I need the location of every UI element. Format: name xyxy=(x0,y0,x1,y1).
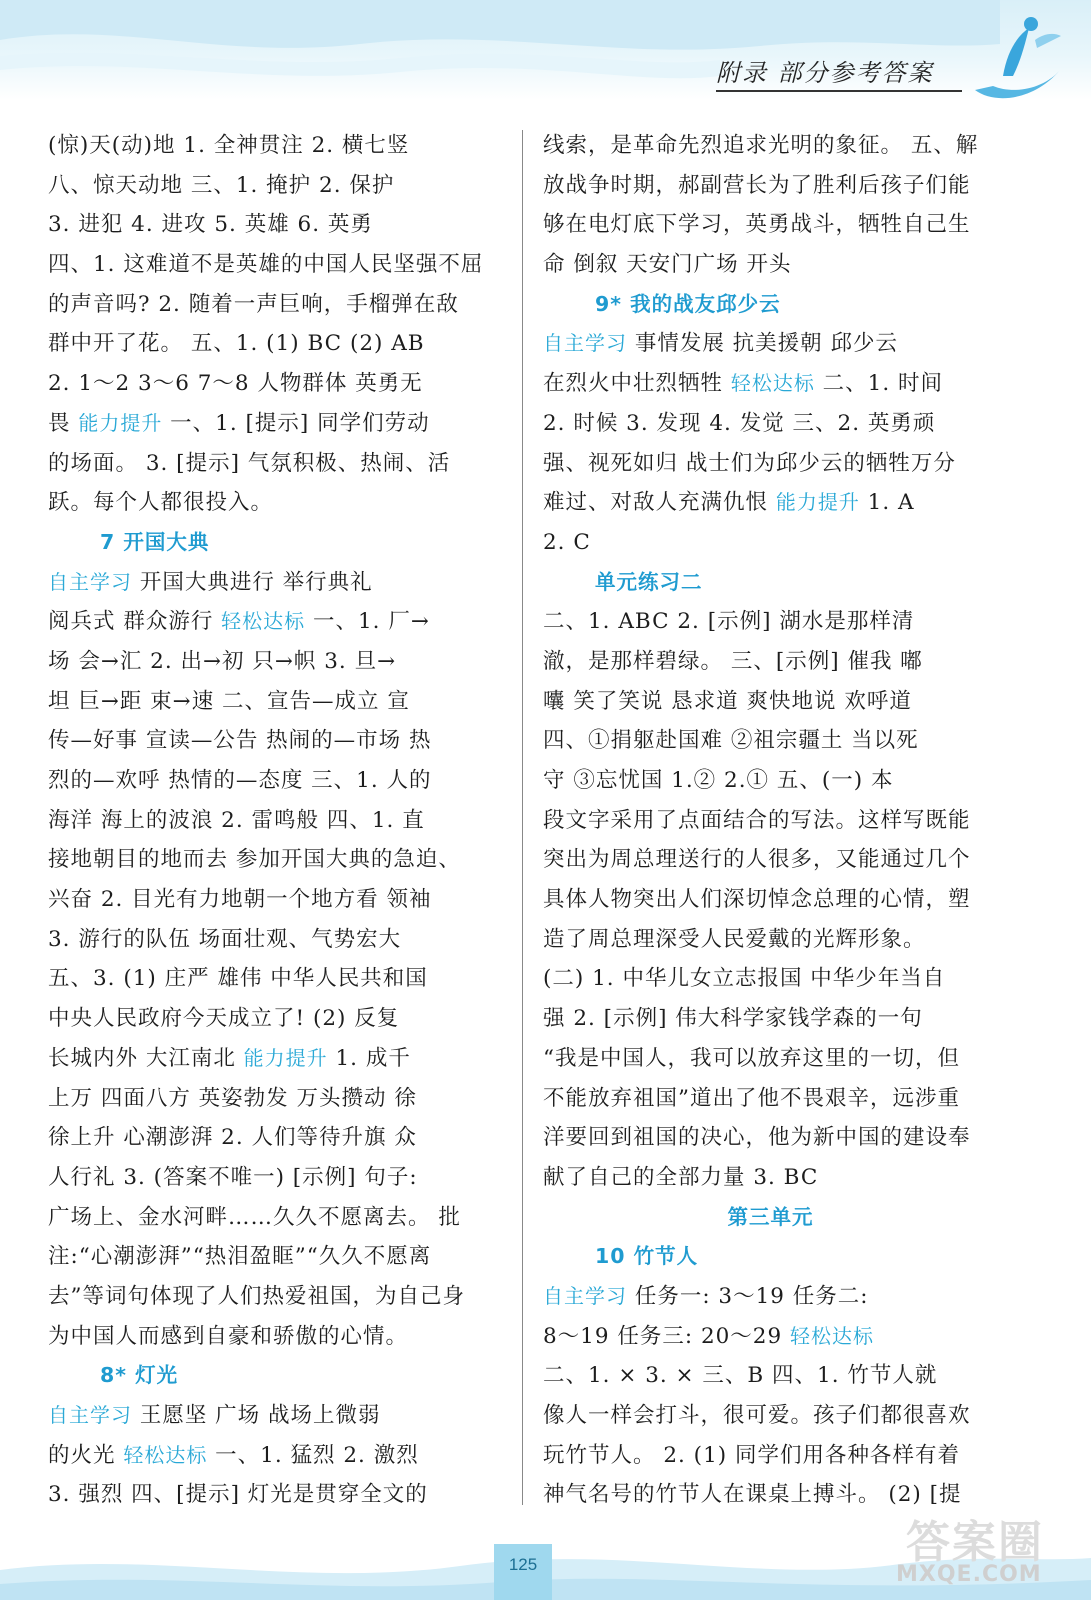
answer-text: 的火光 xyxy=(48,1442,124,1468)
answer-line xyxy=(543,721,998,761)
answer-text: 五、3. (1) 庄严 雄伟 中华人民共和国 xyxy=(48,966,428,992)
answer-line xyxy=(543,245,998,285)
answer-text: 1. A xyxy=(859,490,915,516)
answer-text: 广场上、金水河畔……久久不愿离去。 批 xyxy=(48,1204,461,1230)
lesson-heading-text: 9* 我的战友邱少云 xyxy=(595,291,781,316)
answer-line xyxy=(543,1039,998,1079)
answer-line xyxy=(543,483,998,523)
answer-line xyxy=(48,1277,503,1317)
answer-text: 放战争时期，郝副营长为了胜利后孩子们能 xyxy=(543,172,971,198)
answer-line xyxy=(48,999,503,1039)
watermark-logo-text: 答案圈 xyxy=(906,1517,1044,1568)
answer-text: 命 倒叙 天安门广场 开头 xyxy=(543,252,792,278)
answer-text: 造了周总理深受人民爱戴的光辉形象。 xyxy=(543,926,926,952)
answer-line xyxy=(48,245,503,285)
section-tag-label: 轻松达标 xyxy=(123,1442,208,1467)
answer-text: 兴奋 2. 目光有力地朝一个地方看 领袖 xyxy=(48,887,432,913)
answer-text: 二、1. ABC 2. [示例] 湖水是那样清 xyxy=(543,609,915,635)
section-tag-label: 能力提升 xyxy=(78,410,163,435)
answer-line xyxy=(543,1277,998,1317)
answer-text: 任务一: 3～19 任务二: xyxy=(627,1283,869,1309)
answer-text: 在烈火中壮烈牺牲 xyxy=(543,371,731,397)
answer-line xyxy=(48,1317,503,1357)
section-tag-label: 轻松达标 xyxy=(730,371,815,396)
answer-line xyxy=(48,126,503,166)
answer-line xyxy=(48,205,503,245)
answer-text: 一、1. [提示] 同学们劳动 xyxy=(162,410,430,436)
answer-text: 中央人民政府今天成立了! (2) 反复 xyxy=(48,1006,400,1032)
answer-text: 囔 笑了笑说 恳求道 爽快地说 欢呼道 xyxy=(543,688,912,714)
answer-text: 玩竹节人。 2. (1) 同学们用各种各样有着 xyxy=(543,1442,960,1468)
answer-text: (惊)天(动)地 1. 全神贯注 2. 横七竖 xyxy=(48,133,410,158)
answer-line xyxy=(543,444,998,484)
answer-line xyxy=(543,920,998,960)
answer-line xyxy=(543,602,998,642)
answer-line xyxy=(48,721,503,761)
answer-line xyxy=(48,444,503,484)
answer-line xyxy=(543,880,998,920)
answer-line xyxy=(48,1396,503,1436)
lesson-heading xyxy=(543,1198,998,1238)
answer-line xyxy=(543,682,998,722)
answer-line xyxy=(543,1356,998,1396)
section-tag-label: 自主学习 xyxy=(48,1403,132,1427)
answer-text: 守 ③忘忧国 1.② 2.① 五、(一) 本 xyxy=(543,768,894,793)
answer-line xyxy=(543,761,998,801)
answer-text: 洋要回到祖国的决心，他为新中国的建设奉 xyxy=(543,1125,971,1151)
answer-text: 四、1. 这难道不是英雄的中国人民坚强不屈 xyxy=(48,252,484,278)
right-answer-column xyxy=(543,126,998,1515)
answer-line xyxy=(543,364,998,404)
answer-line xyxy=(48,1436,503,1476)
answer-line xyxy=(543,404,998,444)
answer-line xyxy=(48,880,503,920)
answer-text: 二、1. 时间 xyxy=(814,371,944,397)
answer-line xyxy=(543,959,998,999)
answer-text: 1. 成千 xyxy=(327,1045,411,1071)
answer-line xyxy=(543,999,998,1039)
section-tag-label: 轻松达标 xyxy=(221,609,306,634)
lesson-heading xyxy=(543,285,998,325)
answer-text: 强、视死如归 战士们为邱少云的牺牲万分 xyxy=(543,450,956,476)
answer-line xyxy=(543,166,998,206)
answer-line xyxy=(543,1396,998,1436)
answer-text: 2. 1～2 3～6 7～8 人物群体 英勇无 xyxy=(48,371,423,397)
answer-line xyxy=(543,523,998,563)
answer-line xyxy=(48,404,503,444)
answer-line xyxy=(48,920,503,960)
answer-text: 3. 进犯 4. 进攻 5. 英雄 6. 英勇 xyxy=(48,212,373,238)
lesson-heading-text: 10 竹节人 xyxy=(595,1244,699,1269)
answer-line xyxy=(543,1317,998,1357)
answer-line xyxy=(543,324,998,364)
answer-line xyxy=(543,1079,998,1119)
answer-text: 徐上升 心潮澎湃 2. 人们等待升旗 众 xyxy=(48,1125,417,1151)
page-number: 125 xyxy=(494,1544,552,1600)
section-tag-label: 自主学习 xyxy=(48,569,132,594)
answer-text: 为中国人而感到自豪和骄傲的心情。 xyxy=(48,1323,409,1349)
answer-text: 具体人物突出人们深切悼念总理的心情，塑 xyxy=(543,887,971,913)
answer-text: 坦 巨→距 束→速 二、宣告—成立 宣 xyxy=(48,688,410,714)
answer-text: 去”等词句体现了人们热爱祖国，为自己身 xyxy=(48,1283,465,1309)
answer-line xyxy=(48,602,503,642)
answer-text: 一、1. 猛烈 2. 激烈 xyxy=(207,1442,419,1468)
lesson-heading-text: 8* 灯光 xyxy=(100,1363,179,1388)
answer-line xyxy=(543,801,998,841)
answer-line xyxy=(48,1237,503,1277)
answer-line xyxy=(543,1158,998,1198)
answer-text: (二) 1. 中华儿女立志报国 中华少年当自 xyxy=(543,966,946,992)
answer-line xyxy=(48,285,503,325)
answer-text: 的场面。 3. [提示] 气氛积极、热闹、活 xyxy=(48,450,451,476)
left-answer-column xyxy=(48,126,503,1515)
answer-text: 四、①捐躯赴国难 ②祖宗疆土 当以死 xyxy=(543,728,919,754)
answer-line xyxy=(543,126,998,166)
answer-line xyxy=(48,959,503,999)
answer-line xyxy=(543,205,998,245)
lesson-heading xyxy=(543,1237,998,1277)
answer-text: 阅兵式 群众游行 xyxy=(48,609,222,635)
answer-text: 3. 强烈 四、[提示] 灯光是贯穿全文的 xyxy=(48,1482,428,1508)
answer-text: 像人一样会打斗，很可爱。孩子们都很喜欢 xyxy=(543,1403,971,1428)
watermark-url: MXQE.COM xyxy=(896,1562,1042,1587)
answer-text: 突出为周总理送行的人很多，又能通过几个 xyxy=(543,847,971,873)
answer-text: 上万 四面八方 英姿勃发 万头攒动 徐 xyxy=(48,1085,417,1111)
answer-line xyxy=(543,1436,998,1476)
lesson-heading xyxy=(48,523,503,563)
answer-line xyxy=(543,1118,998,1158)
answer-text: 3. 游行的队伍 场面壮观、气势宏大 xyxy=(48,926,402,952)
answer-text: 8～19 任务三: 20～29 xyxy=(543,1323,790,1349)
answer-line xyxy=(48,840,503,880)
answer-line xyxy=(48,563,503,603)
answer-text: 不能放弃祖国”道出了他不畏艰辛，远涉重 xyxy=(543,1085,960,1111)
answer-text: 够在电灯底下学习，英勇战斗，牺牲自己生 xyxy=(543,212,971,238)
answer-line xyxy=(48,1198,503,1238)
column-divider xyxy=(522,130,523,1505)
answer-text: 畏 xyxy=(48,410,79,436)
answer-text: 二、1. × 3. × 三、B 四、1. 竹节人就 xyxy=(543,1363,938,1389)
answer-text: 难过、对敌人充满仇恨 xyxy=(543,490,776,516)
lesson-heading xyxy=(543,563,998,603)
answer-line xyxy=(48,1118,503,1158)
answer-text: 的声音吗? 2. 随着一声巨响，手榴弹在敌 xyxy=(48,291,459,317)
answer-text: 一、1. 厂→ xyxy=(305,609,430,635)
answer-line xyxy=(48,642,503,682)
answer-text: 人行礼 3. (答案不唯一) [示例] 句子: xyxy=(48,1164,418,1190)
answer-text: 场 会→汇 2. 出→初 只→帜 3. 旦→ xyxy=(48,648,397,674)
section-tag-label: 能力提升 xyxy=(775,490,860,515)
answer-text: 神气名号的竹节人在课桌上搏斗。 (2) [提 xyxy=(543,1482,962,1508)
page-header-title: 附录 部分参考答案 xyxy=(716,56,962,92)
answer-text: “我是中国人，我可以放弃这里的一切，但 xyxy=(543,1045,960,1071)
answer-text: 八、惊天动地 三、1. 掩护 2. 保护 xyxy=(48,172,395,198)
answer-line xyxy=(543,840,998,880)
lesson-heading-text: 7 开国大典 xyxy=(100,529,210,554)
answer-line xyxy=(48,1039,503,1079)
lesson-heading-text: 单元练习二 xyxy=(595,569,703,594)
answer-text: 献了自己的全部力量 3. BC xyxy=(543,1164,819,1190)
answer-text: 2. C xyxy=(543,529,591,555)
answer-text: 传—好事 宣读—公告 热闹的—市场 热 xyxy=(48,728,432,754)
answer-text: 王愿坚 广场 战场上微弱 xyxy=(132,1403,381,1428)
section-tag-label: 能力提升 xyxy=(243,1045,328,1070)
answer-text: 烈的—欢呼 热情的—态度 三、1. 人的 xyxy=(48,768,432,793)
answer-line xyxy=(48,801,503,841)
lesson-heading xyxy=(48,1356,503,1396)
answer-text: 线索，是革命先烈追求光明的象征。 五、解 xyxy=(543,133,979,158)
answer-line xyxy=(48,324,503,364)
answer-text: 跃。每个人都很投入。 xyxy=(48,490,274,516)
answer-line xyxy=(48,364,503,404)
answer-line xyxy=(48,483,503,523)
answer-text: 海洋 海上的波浪 2. 雷鸣般 四、1. 直 xyxy=(48,807,425,833)
answer-line xyxy=(48,682,503,722)
answer-text: 强 2. [示例] 伟大科学家钱学森的一句 xyxy=(543,1006,923,1032)
section-tag-label: 自主学习 xyxy=(543,331,627,356)
answer-text: 事情发展 抗美援朝 邱少云 xyxy=(627,331,899,357)
answer-text: 澈，是那样碧绿。 三、[示例] 催我 嘟 xyxy=(543,648,923,674)
section-tag-label: 轻松达标 xyxy=(790,1323,874,1348)
answer-text: 段文字采用了点面结合的写法。这样写既能 xyxy=(543,807,971,833)
answer-line xyxy=(543,642,998,682)
answer-line xyxy=(48,166,503,206)
answer-line xyxy=(48,761,503,801)
answer-text: 注:“心潮澎湃”“热泪盈眶”“久久不愿离 xyxy=(48,1244,432,1270)
lesson-heading-text: 第三单元 xyxy=(727,1204,814,1229)
answer-text: 2. 时候 3. 发现 4. 发觉 三、2. 英勇顽 xyxy=(543,410,936,436)
answer-text: 开国大典进行 举行典礼 xyxy=(132,569,373,595)
swoosh-logo-icon xyxy=(965,10,1075,105)
answer-line xyxy=(48,1158,503,1198)
section-tag-label: 自主学习 xyxy=(543,1283,627,1308)
answer-line xyxy=(48,1079,503,1119)
answer-text: 接地朝目的地而去 参加开国大典的急迫、 xyxy=(48,847,461,873)
header-wave-decoration xyxy=(0,0,1091,110)
answer-text: 群中开了花。 五、1. (1) BC (2) AB xyxy=(48,331,425,357)
answer-text: 长城内外 大江南北 xyxy=(48,1045,244,1071)
